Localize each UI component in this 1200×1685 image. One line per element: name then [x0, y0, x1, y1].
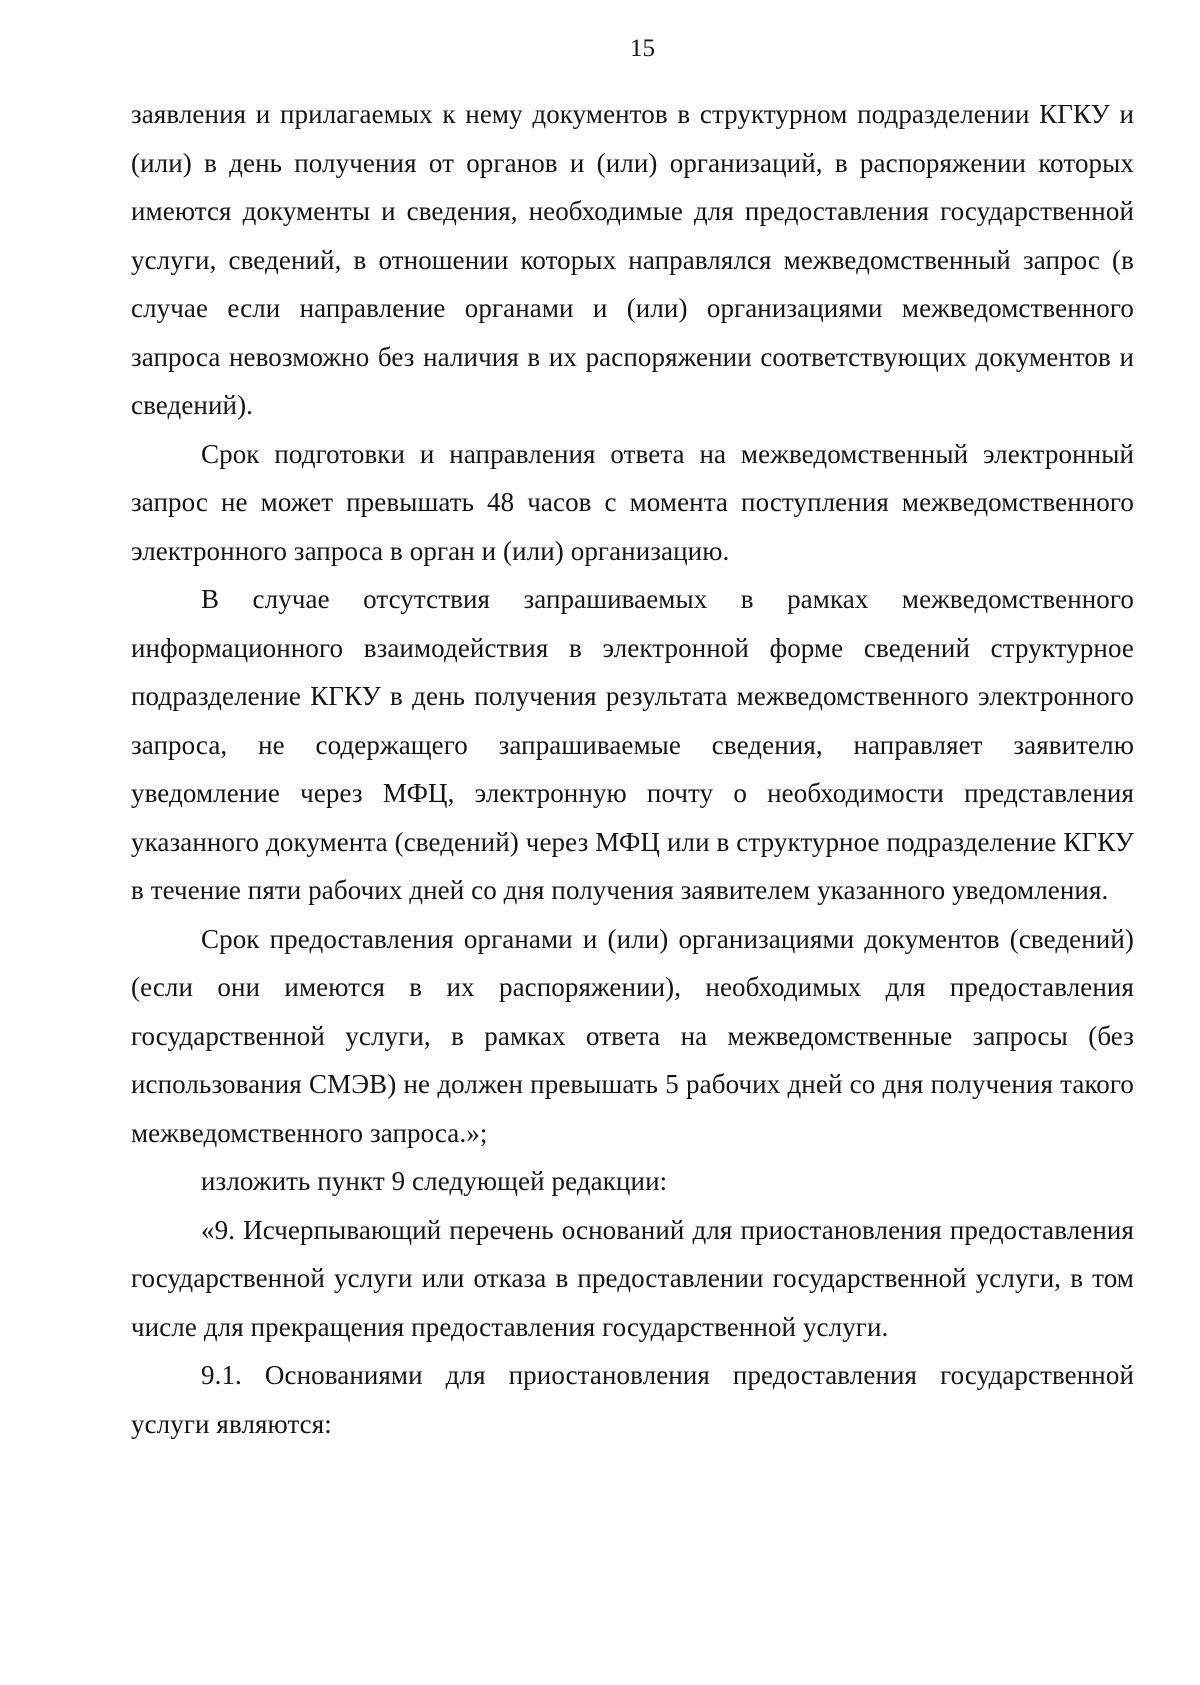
paragraph-missing-information: В случае отсутствия запрашиваемых в рамках межведомственного информационного взаимодействия в электронной форме сведений структурное подразделение КГКУ в день получения результата межведомственного электронного запроса, не содержащего запрашиваемые сведения, направляет заявителю уведомление через МФЦ, электронную почту о необходимости представления указанного документа (сведений) через МФЦ или в структурное подразделение КГКУ в течение пяти рабочих дней со дня получения заявителем указанного уведомления.	[131, 584, 1134, 905]
paragraph-document-deadline: Срок предоставления органами и (или) организациями документов (сведений) (если они имеются в их распоряжении), необходимых для предоставления государственной услуги, в рамках ответа на межведомственные запросы (без использования СМЭВ) не должен превышать 5 рабочих дней со дня получения такого межведомственного запроса.»;	[131, 923, 1134, 1148]
paragraph-continuation: заявления и прилагаемых к нему документов в структурном подразделении КГКУ и (или) в день получения от органов и (или) организаций, в распоряжении которых имеются документы и сведения, необходимые для предоставления государственной услуги, сведений, в отношении которых направлялся межведомственный запрос (в случае если направление органами и (или) организациями межведомственного запроса невозможно без наличия в их распоряжении соответствующих документов и сведений).	[131, 99, 1134, 420]
document-body	[131, 90, 1134, 1448]
paragraph-response-deadline: Срок подготовки и направления ответа на межведомственный электронный запрос не может превышать 48 часов с момента поступления межведомственного электронного запроса в орган и (или) организацию.	[131, 438, 1134, 566]
page-number: 15	[630, 35, 655, 62]
paragraph-amendment-instruction: изложить пункт 9 следующей редакции:	[201, 1166, 668, 1196]
paragraph-clause-9-heading: «9. Исчерпывающий перечень оснований для приостановления предоставления государственной услуги или отказа в предоставлении государственной услуги, в том числе для прекращения предоставления государственной услуги.	[131, 1214, 1134, 1342]
paragraph-clause-9-1: 9.1. Основаниями для приостановления предоставления государственной услуги являются:	[131, 1360, 1134, 1439]
